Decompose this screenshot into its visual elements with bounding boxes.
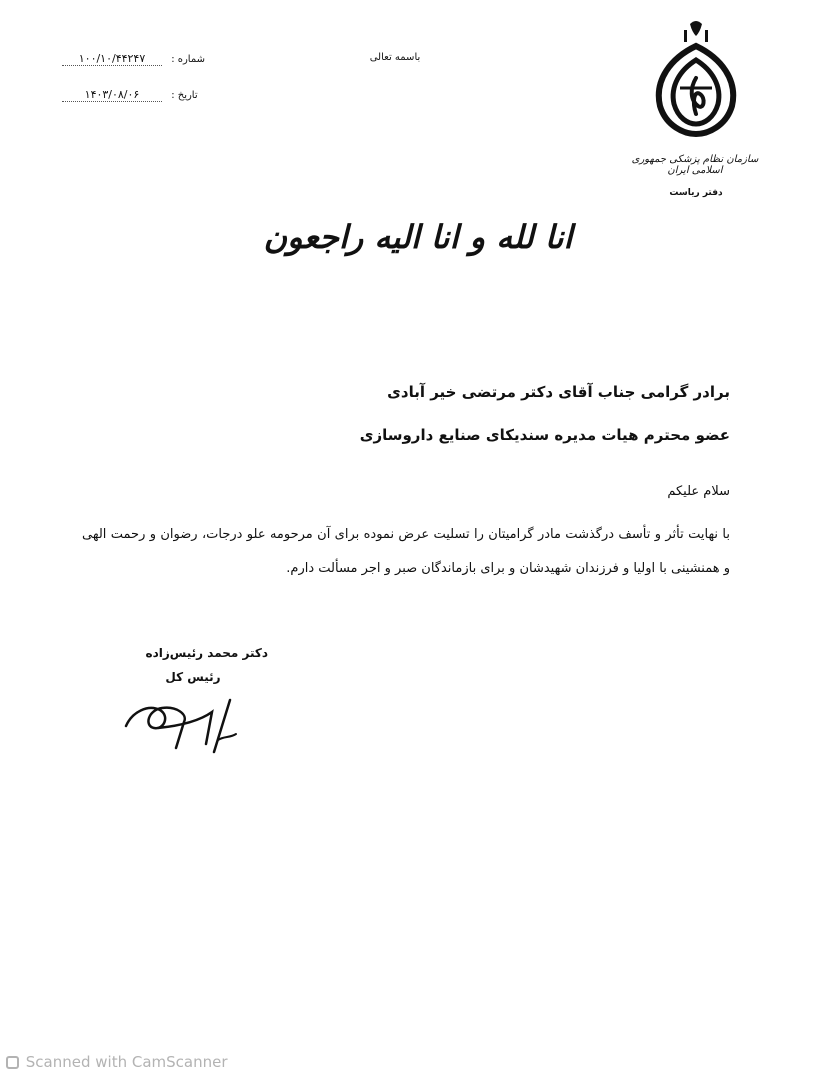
signatory-title: رئیس کل (165, 670, 221, 684)
scanner-watermark (6, 1053, 228, 1071)
condolence-verse: انا لله و انا الیه راجعون (263, 218, 573, 256)
recipient-line-1: برادر گرامی جناب آقای دکتر مرتضی خیر آبادی (387, 383, 730, 401)
handwritten-signature (118, 682, 258, 762)
number-label: شماره : (171, 54, 206, 65)
signatory-name: دکتر محمد رئیس‌زاده (145, 646, 268, 660)
recipient-line-2: عضو محترم هیات مدیره سندیکای صنایع داروسازی (359, 426, 730, 444)
letter-date (62, 88, 198, 102)
letter-number (62, 52, 205, 66)
org-logo (631, 18, 759, 198)
greeting: سلام علیکم (667, 484, 730, 499)
date-label: تاریخ : (171, 90, 198, 101)
letter-body: با نهایت تأثر و تأسف درگذشت مادر گرامیتان را تسلیت عرض نموده برای آن مرحومه علو درجات، رضوان و رحمت الهی و همنشینی با اولیا و فرزندان شهیدشان و برای بازماندگان صبر و اجر مسألت دارم. (82, 527, 730, 576)
office-name: دفتر ریاست (669, 188, 723, 198)
number-value: ۱۰۰/۱۰/۴۴۲۴۷ (62, 52, 162, 66)
medical-council-emblem-icon (646, 18, 746, 138)
invocation: باسمه تعالی (369, 52, 421, 63)
watermark-text: Scanned with CamScanner (25, 1053, 228, 1071)
camscanner-icon (6, 1056, 19, 1069)
org-name: سازمان نظام پزشکی جمهوری اسلامی ایران (631, 154, 759, 176)
date-value: ۱۴۰۳/۰۸/۰۶ (62, 88, 162, 102)
